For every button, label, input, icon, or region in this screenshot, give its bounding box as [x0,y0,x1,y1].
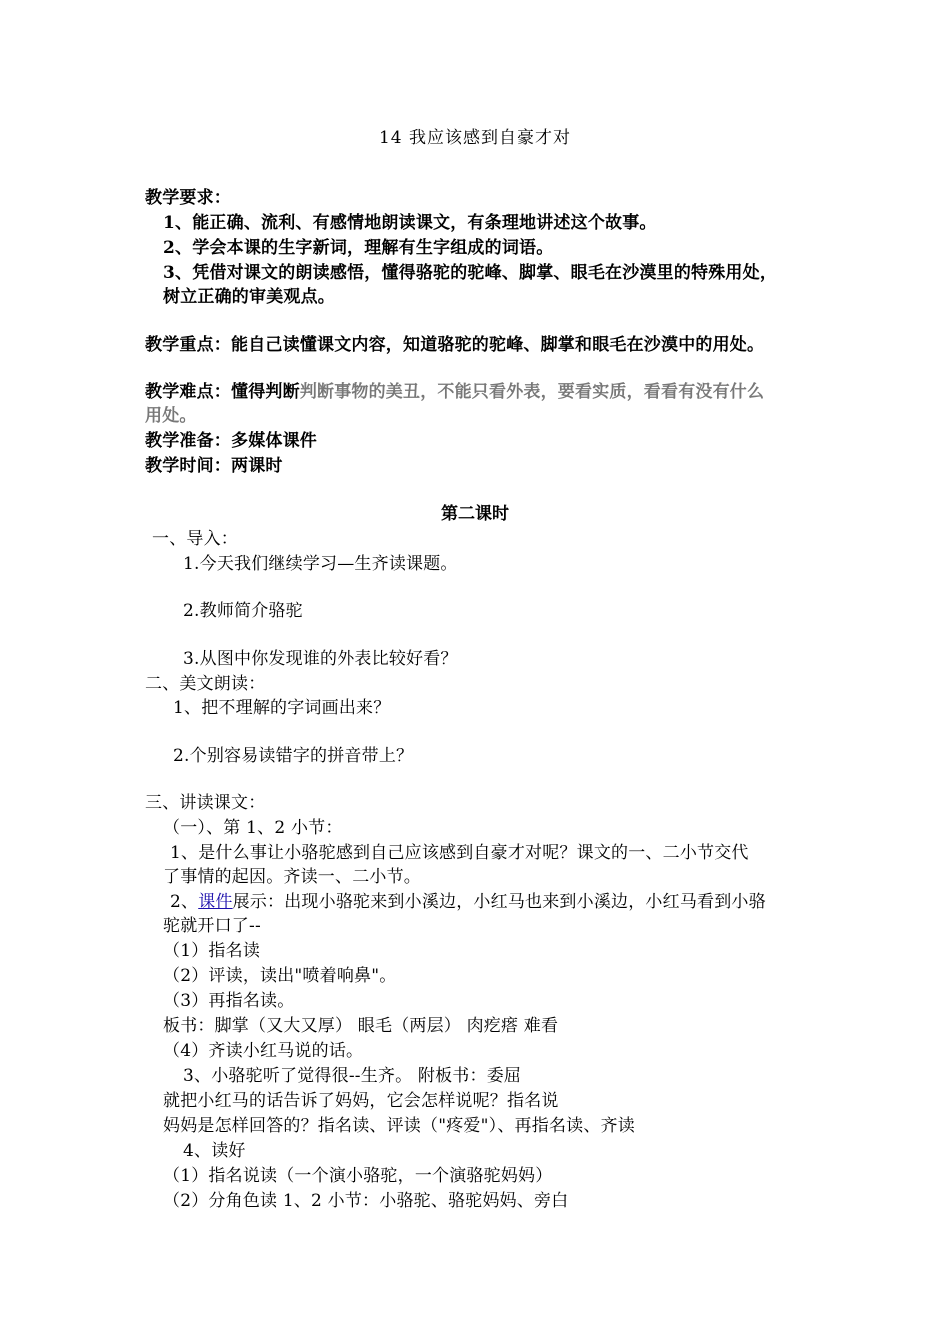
section-3-question-3-b: 就把小红马的话告诉了妈妈，它会怎样说呢？指名说 [163,1091,559,1111]
section-3-question-3: 3、小骆驼听了觉得很--生齐。 附板书：委屈 [183,1066,522,1086]
section-2-item-2: 2.个别容易读错字的拼音带上？ [173,746,414,766]
section-3-question-1: 1、是什么事让小骆驼感到自己应该感到自豪才对呢？课文的一、二小节交代 [170,843,749,863]
section-3-point-4: （4）齐读小红马说的话。 [163,1041,364,1061]
question-2-prefix: 2、 [170,892,199,912]
section-1-item-2: 2.教师简介骆驼 [183,601,303,621]
requirements-heading: 教学要求： [145,188,231,208]
section-2-item-1: 1、把不理解的字词画出来？ [173,698,391,718]
section-1-item-3: 3.从图中你发现谁的外表比较好看？ [183,649,458,669]
difficulty-gray-text: 判断事物的美丑，不能只看外表，要看实质，看看有没有什么 [299,382,765,402]
section-3-question-2 [170,891,766,913]
question-2-text: 展示：出现小骆驼来到小溪边，小红马也来到小溪边，小红马看到小骆 [232,892,766,912]
section-3-point-2: （2）评读，读出"喷着响鼻"。 [163,966,397,986]
section-3-question-1-cont: 了事情的起因。齐读一、二小节。 [163,867,421,887]
requirement-item-3: 3、凭借对课文的朗读感悟，懂得骆驼的驼峰、脚掌、眼毛在沙漠里的特殊用处， [163,263,778,283]
section-3-reading-1: （1）指名说读（一个演小骆驼，一个演骆驼妈妈） [163,1166,553,1186]
difficulty-line [145,381,764,403]
requirement-item-2: 2、学会本课的生字新词，理解有生字组成的词语。 [163,238,554,258]
section-3-question-2-cont: 驼就开口了-- [163,916,261,936]
section-3-title: 三、讲读课文： [145,793,266,813]
preparation: 教学准备：多媒体课件 [145,431,317,451]
section-1-title: 一、导入： [152,529,238,549]
section-2-title: 二、美文朗读： [145,674,266,694]
section-3-point-3: （3）再指名读。 [163,991,295,1011]
section-3-reading-2: （2）分角色读 1、2 小节：小骆驼、骆驼妈妈、旁白 [163,1191,569,1211]
key-point: 教学重点：能自己读懂课文内容，知道骆驼的驼峰、脚掌和眼毛在沙漠中的用处。 [145,335,765,355]
requirement-item-1: 1、能正确、流利、有感情地朗读课文，有条理地讲述这个故事。 [163,213,657,233]
section-1-item-1: 1.今天我们继续学习—生齐读课题。 [183,554,458,574]
lesson-heading: 第二课时 [441,504,509,524]
document-title: 14 我应该感到自豪才对 [378,128,572,148]
lesson-time: 教学时间：两课时 [145,456,283,476]
courseware-link[interactable]: 课件 [198,892,233,912]
section-3-board: 板书：脚掌（又大又厚） 眼毛（两层） 肉疙瘩 难看 [163,1016,559,1036]
section-3-sub: （一）、第 1、2 小节： [163,818,343,838]
section-3-question-4: 4、读好 [183,1141,246,1161]
difficulty-gray-text-2: 用处。 [145,406,197,426]
requirement-item-3-cont: 树立正确的审美观点。 [163,287,335,307]
difficulty-label: 教学难点：懂得判断 [145,382,300,402]
section-3-point-1: （1）指名读 [163,941,261,961]
section-3-question-3-c: 妈妈是怎样回答的？指名读、评读（"疼爱"）、再指名读、齐读 [163,1116,635,1136]
